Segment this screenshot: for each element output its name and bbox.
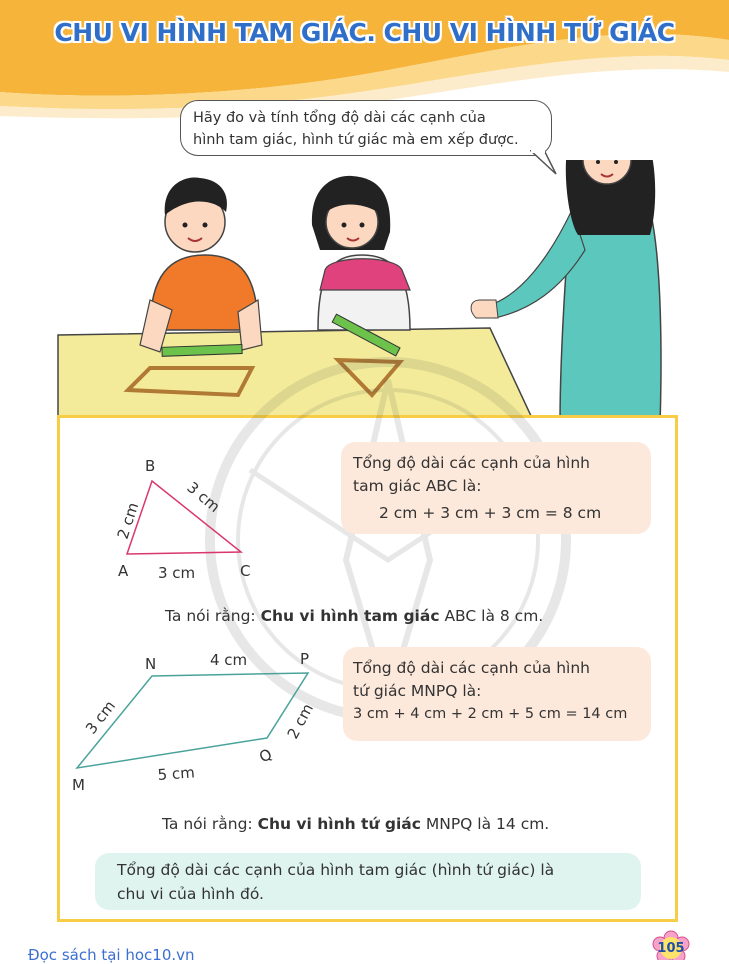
footer-link[interactable]: Đọc sách tại hoc10.vn <box>28 946 195 964</box>
side-pq-label: 2 cm <box>283 700 317 742</box>
side-np-label: 4 cm <box>210 651 248 669</box>
speech-line-2: hình tam giác, hình tứ giác mà em xếp được. <box>193 132 519 148</box>
quadrilateral-callout-sum: 3 cm + 4 cm + 2 cm + 5 cm = 14 cm <box>353 706 628 722</box>
side-ab-label: 2 cm <box>113 500 143 542</box>
quadrilateral-statement-prefix: Ta nói rằng: <box>162 815 258 833</box>
triangle-callout-line-2: tam giác ABC là: <box>353 477 482 495</box>
side-mn-label: 3 cm <box>81 697 120 738</box>
quadrilateral-callout-line-1: Tổng độ dài các cạnh của hình <box>353 659 590 677</box>
vertex-n-label: N <box>145 655 157 673</box>
definition-line-1: Tổng độ dài các cạnh của hình tam giác (hình tứ giác) là <box>117 861 555 879</box>
triangle-callout-sum: 2 cm + 3 cm + 3 cm = 8 cm <box>379 504 602 522</box>
quadrilateral-statement-term: Chu vi hình tứ giác <box>257 815 421 833</box>
page-number: 105 <box>657 941 685 956</box>
side-ac-label: 3 cm <box>158 564 196 582</box>
quadrilateral-mnpq <box>77 673 308 768</box>
side-qm-label: 5 cm <box>157 763 196 784</box>
vertex-b-label: B <box>145 457 156 475</box>
quadrilateral-statement-suffix: MNPQ là 14 cm. <box>420 815 550 833</box>
triangle-statement-term: Chu vi hình tam giác <box>260 607 440 625</box>
quadrilateral-callout-line-2: tứ giác MNPQ là: <box>353 682 482 700</box>
quadrilateral-statement <box>162 815 549 833</box>
vertex-a-label: A <box>118 562 129 580</box>
side-bc-label: 3 cm <box>183 478 224 516</box>
speech-line-1: Hãy đo và tính tổng độ dài các cạnh của <box>193 110 486 126</box>
vertex-c-label: C <box>240 562 251 580</box>
definition-line-2: chu vi của hình đó. <box>117 885 264 903</box>
vertex-p-label: P <box>300 650 310 668</box>
vertex-q-label: Q <box>256 744 276 767</box>
quadrilateral-perimeter-callout <box>343 647 651 741</box>
definition-box <box>95 853 641 910</box>
triangle-statement-prefix: Ta nói rằng: <box>165 607 261 625</box>
triangle-callout-line-1: Tổng độ dài các cạnh của hình <box>353 454 590 472</box>
vertex-m-label: M <box>72 776 85 794</box>
page-title: CHU VI HÌNH TAM GIÁC. CHU VI HÌNH TỨ GIÁC <box>54 18 675 47</box>
triangle-statement-suffix: ABC là 8 cm. <box>439 607 544 625</box>
